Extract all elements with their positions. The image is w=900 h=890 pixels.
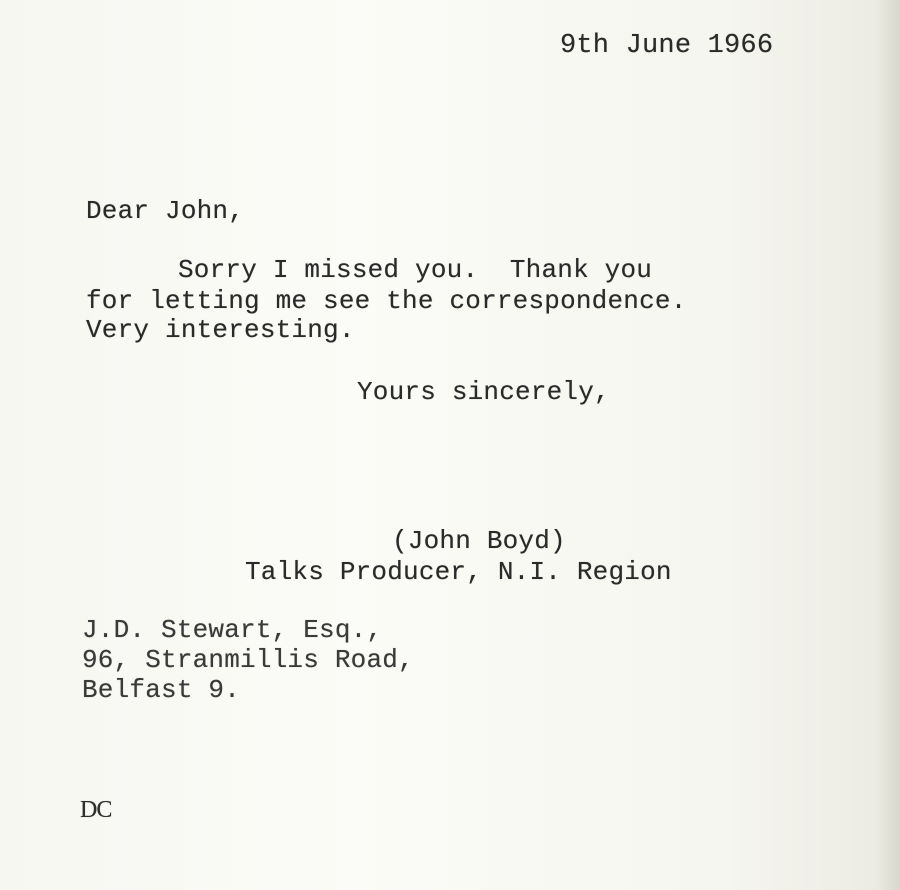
signature-name: (John Boyd) [392,526,566,556]
recipient-city: Belfast 9. [82,675,241,705]
reference-initials: DC [80,797,112,823]
letter-date: 9th June 1966 [560,31,774,61]
closing: Yours sincerely, [357,377,610,407]
signature-title: Talks Producer, N.I. Region [245,557,672,587]
body-line-1: Sorry I missed you. Thank you [178,255,653,285]
body-line-3: Very interesting. [86,315,355,345]
salutation: Dear John, [86,196,245,226]
body-line-2: for letting me see the correspondence. [86,286,687,316]
recipient-name: J.D. Stewart, Esq., [82,615,383,645]
recipient-street: 96, Stranmillis Road, [82,645,414,675]
